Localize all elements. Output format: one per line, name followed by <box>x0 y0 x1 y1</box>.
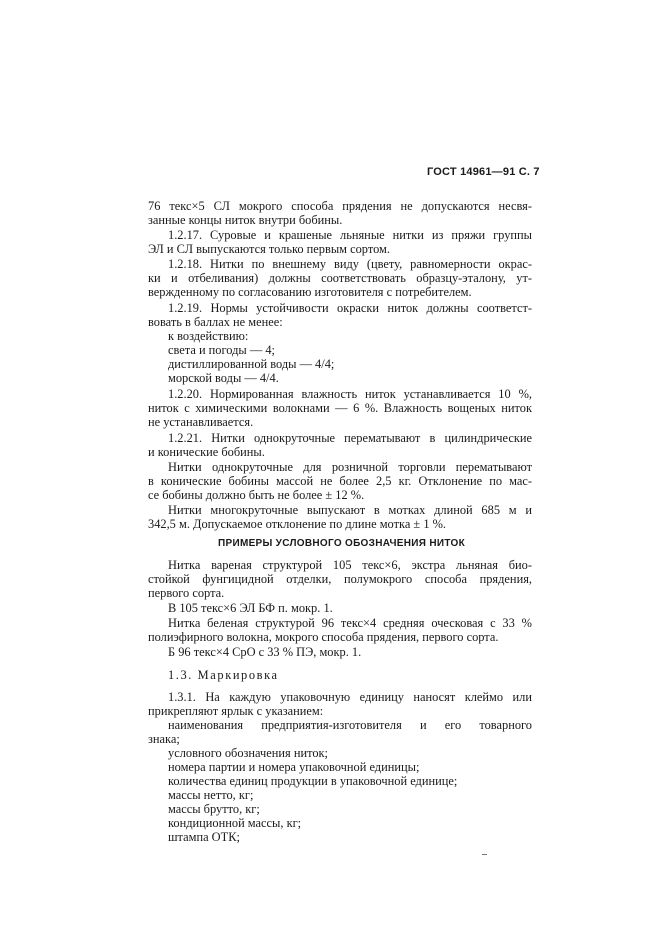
text-line: се бобины должно быть не более ± 12 %. <box>148 488 365 502</box>
text-line: занные концы ниток внутри бобины. <box>148 213 343 227</box>
example-line: полиэфирного волокна, мокрого способа прядения, первого сорта. <box>148 630 499 644</box>
list-item: штампа ОТК; <box>168 830 240 844</box>
paragraph-1-3-1: 1.3.1. На каждую упаковочную единицу наносят клеймо или <box>168 690 532 704</box>
text-line: Нитки однокруточные для розничной торговли перематывают <box>168 460 532 474</box>
list-item: дистиллированной воды — 4/4; <box>168 357 335 371</box>
list-item: условного обозначения ниток; <box>168 746 329 760</box>
list-item: света и погоды — 4; <box>168 343 275 357</box>
list-item: массы брутто, кг; <box>168 802 260 816</box>
list-item: номера партии и номера упаковочной единицы; <box>168 760 420 774</box>
text-line: знака; <box>148 732 180 746</box>
example-code: Б 96 текс×4 СрО с 33 % ПЭ, мокр. 1. <box>168 645 362 659</box>
section-heading-examples: ПРИМЕРЫ УСЛОВНОГО ОБОЗНАЧЕНИЯ НИТОК <box>218 538 465 549</box>
list-item: морской воды — 4/4. <box>168 371 279 385</box>
example-code: В 105 текс×6 ЭЛ БФ п. мокр. 1. <box>168 601 333 615</box>
list-item: массы нетто, кг; <box>168 788 254 802</box>
example-line: первого сорта. <box>148 586 225 600</box>
text-line: 76 текс×5 СЛ мокрого способа прядения не допускаются несвя- <box>148 199 532 213</box>
paragraph-1-2-20: 1.2.20. Нормированная влажность ниток устанавливается 10 %, <box>168 387 532 401</box>
page-header: ГОСТ 14961—91 С. 7 <box>427 166 540 178</box>
text-line: 342,5 м. Допускаемое отклонение по длине мотка ± 1 %. <box>148 517 447 531</box>
list-item: наименования предприятия-изготовителя и его товарного <box>168 718 532 732</box>
list-item: кондиционной массы, кг; <box>168 816 302 830</box>
paragraph-1-2-21: 1.2.21. Нитки однокруточные перематывают в цилиндрические <box>168 431 532 445</box>
list-item: к воздействию: <box>168 329 249 343</box>
list-item: количества единиц продукции в упаковочной единице; <box>168 774 458 788</box>
text-line: и конические бобины. <box>148 445 265 459</box>
example-line: Нитка беленая структурой 96 текс×4 средняя оческовая с 33 % <box>168 616 532 630</box>
text-line: вовать в баллах не менее: <box>148 315 283 329</box>
paragraph-1-2-17: 1.2.17. Суровые и крашеные льняные нитки из пряжи группы <box>168 228 532 242</box>
text-line: ки и отбеливания) должны соответствовать образцу-эталону, ут- <box>148 271 532 285</box>
text-line: в конические бобины массой не более 2,5 кг. Отклонение по мас- <box>148 474 532 488</box>
text-line: ЭЛ и СЛ выпускаются только первым сортом. <box>148 242 390 256</box>
example-line: Нитка вареная структурой 105 текс×6, экстра льняная био- <box>168 558 532 572</box>
example-line: стойкой фунгицидной отделки, полумокрого способа прядения, <box>148 572 532 586</box>
scan-mark <box>482 852 487 855</box>
paragraph-1-2-19: 1.2.19. Нормы устойчивости окраски ниток должны соответст- <box>168 301 532 315</box>
text-line: вержденному по согласованию изготовителя с потребителем. <box>148 285 472 299</box>
section-title-marking: 1.3. Маркировка <box>168 668 279 682</box>
text-line: прикрепляют ярлык с указанием: <box>148 704 324 718</box>
text-line: Нитки многокруточные выпускают в мотках длиной 685 м и <box>168 503 532 517</box>
text-line: не устанавливается. <box>148 415 254 429</box>
paragraph-1-2-18: 1.2.18. Нитки по внешнему виду (цвету, равномерности окрас- <box>168 257 532 271</box>
text-line: ниток с химическими волокнами — 6 %. Влажность вощеных ниток <box>148 401 532 415</box>
